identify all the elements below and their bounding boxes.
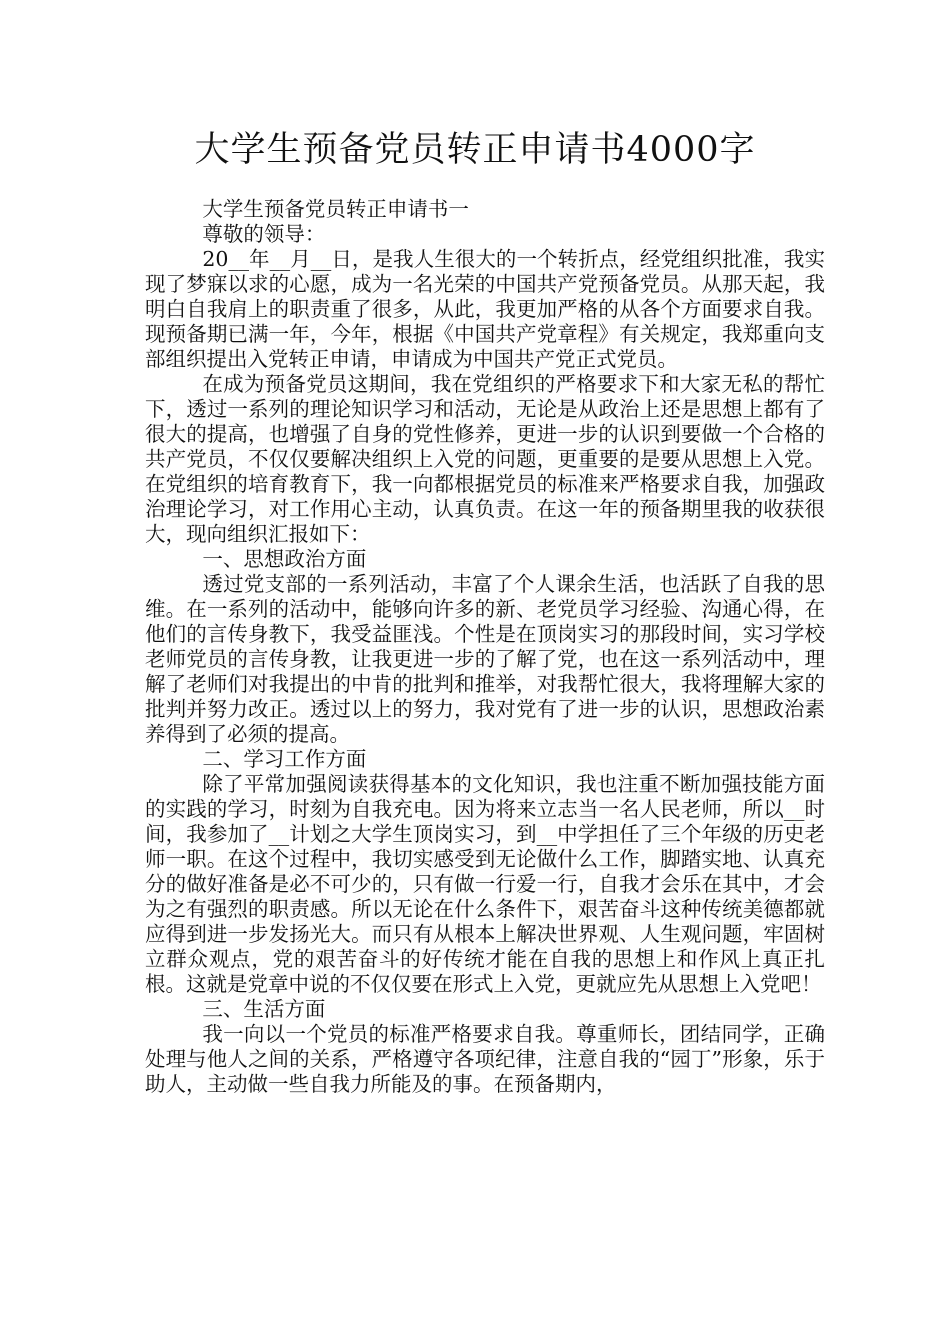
paragraph-overview: 在成为预备党员这期间，我在党组织的严格要求下和大家无私的帮忙下，透过一系列的理论知识学习和活动，无论是从政治上还是思想上都有了很大的提高，也增强了自身的党性修养，更进一步的认识到要做一个合格的共产党员，不仅仅要解决组织上入党的问题，更重要的是要从思想上入党。在党组织的培育教育下，我一向都根据党员的标准来严格要求自我，加强政治理论学习，对工作用心主动，认真负责。在这一年的预备期里我的收获很大，现向组织汇报如下： xyxy=(145,372,825,546)
paragraph-study-work: 除了平常加强阅读获得基本的文化知识，我也注重不断加强技能方面的实践的学习，时刻为自我充电。因为将来立志当一名人民老师，所以__时间，我参加了__计划之大学生顶岗实习，到__中学担任了三个年级的历史老师一职。在这个过程中，我切实感受到无论做什么工作，脚踏实地、认真充分的做好准备是必不可少的，只有做一行爱一行，自我才会乐在其中，才会为之有强烈的职责感。所以无论在什么条件下，艰苦奋斗这种传统美德都就应得到进一步发扬光大。而只有从根本上解决世界观、人生观问题，牢固树立群众观点，党的艰苦奋斗的好传统才能在自我的思想上和作风上真正扎根。这就是党章中说的不仅仅要在形式上入党，更就应先从思想上入党吧！ xyxy=(145,772,825,996)
paragraph-political: 透过党支部的一系列活动，丰富了个人课余生活，也活跃了自我的思维。在一系列的活动中，能够向许多的新、老党员学习经验、沟通心得，在他们的言传身教下，我受益匪浅。个性是在顶岗实习的那段时间，实习学校老师党员的言传身教，让我更进一步的了解了党，也在这一系列活动中，理解了老师们对我提出的中肯的批判和推举，对我帮忙很大，我将理解大家的批判并努力改正。透过以上的努力，我对党有了进一步的认识，思想政治素养得到了必须的提高。 xyxy=(145,572,825,746)
paragraph-intro: 20__年__月__日，是我人生很大的一个转折点，经党组织批准，我实现了梦寐以求的心愿，成为一名光荣的中国共产党预备党员。从那天起，我明白自我肩上的职责重了很多，从此，我更加严格的从各个方面要求自我。现预备期已满一年，今年，根据《中国共产党章程》有关规定，我郑重向支部组织提出入党转正申请，申请成为中国共产党正式党员。 xyxy=(145,247,825,371)
section-heading-political: 一、思想政治方面 xyxy=(202,547,367,571)
paragraph-life: 我一向以一个党员的标准严格要求自我。尊重师长，团结同学，正确处理与他人之间的关系，严格遵守各项纪律，注意自我的“园丁”形象，乐于助人，主动做一些自我力所能及的事。在预备期内， xyxy=(145,1022,825,1096)
section-heading-study-work: 二、学习工作方面 xyxy=(202,747,367,771)
letter-heading: 大学生预备党员转正申请书一 xyxy=(202,197,469,221)
salutation: 尊敬的领导： xyxy=(202,222,326,246)
document-title: 大学生预备党员转正申请书4000字 xyxy=(194,130,756,170)
section-heading-life: 三、生活方面 xyxy=(202,997,326,1021)
document-body xyxy=(145,197,825,1097)
